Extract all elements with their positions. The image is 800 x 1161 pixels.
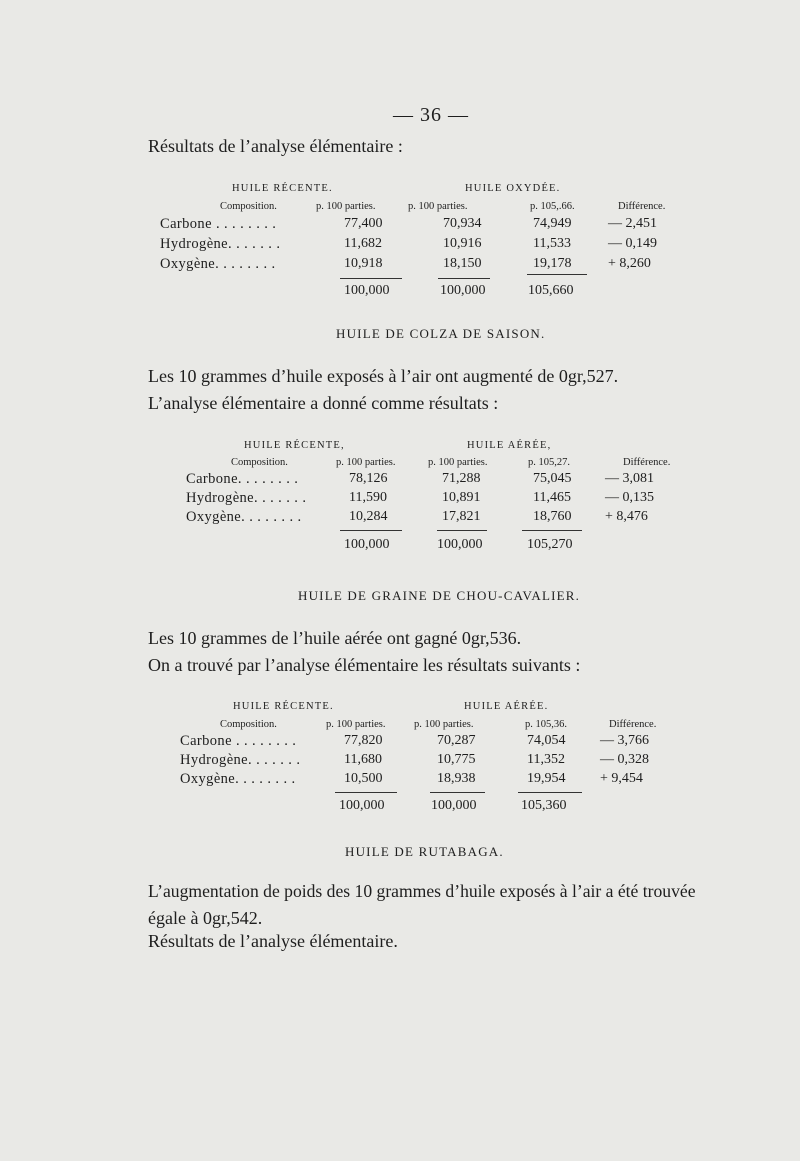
value-cell: 18,760 xyxy=(533,509,572,524)
column-header-2: p. 100 parties. xyxy=(408,201,468,212)
section-title: HUILE DE RUTABAGA. xyxy=(345,844,504,859)
total-cell: 100,000 xyxy=(437,537,483,552)
sum-rule xyxy=(522,530,582,531)
paragraph: Les 10 grammes de l’huile aérée ont gagné 0gr,536. xyxy=(148,628,522,648)
total-cell: 100,000 xyxy=(344,537,390,552)
total-cell: 100,000 xyxy=(344,283,390,298)
value-cell: 18,938 xyxy=(437,771,476,786)
value-cell: 10,775 xyxy=(437,752,476,767)
difference-cell: — 0,149 xyxy=(608,236,657,251)
paragraph: L’augmentation de poids des 10 grammes d’huile exposés à l’air a été trouvée xyxy=(148,881,696,901)
total-cell: 105,660 xyxy=(528,283,574,298)
group-label-left: HUILE RÉCENTE, xyxy=(244,440,345,451)
column-header-difference: Différence. xyxy=(623,457,671,468)
value-cell: 11,590 xyxy=(349,490,387,505)
row-label: Hydrogène. . . . . . . xyxy=(180,752,301,768)
paragraph: On a trouvé par l’analyse élémentaire les résultats suivants : xyxy=(148,655,581,675)
value-cell: 10,284 xyxy=(349,509,388,524)
value-cell: 77,820 xyxy=(344,733,383,748)
value-cell: 17,821 xyxy=(442,509,481,524)
row-label: Carbone. . . . . . . . xyxy=(186,471,299,487)
column-header-3: p. 105,27. xyxy=(528,457,570,468)
total-cell: 105,360 xyxy=(521,798,567,813)
difference-cell: — 0,135 xyxy=(605,490,654,505)
sum-rule xyxy=(518,792,582,793)
sum-rule xyxy=(437,530,487,531)
value-cell: 10,500 xyxy=(344,771,383,786)
group-label-left: HUILE RÉCENTE. xyxy=(233,701,334,712)
difference-cell: — 2,451 xyxy=(608,216,657,231)
total-cell: 100,000 xyxy=(431,798,477,813)
difference-cell: + 9,454 xyxy=(600,771,643,786)
value-cell: 70,287 xyxy=(437,733,476,748)
sum-rule xyxy=(335,792,397,793)
column-header-3: p. 105,36. xyxy=(525,719,567,730)
paragraph: égale à 0gr,542. xyxy=(148,908,263,928)
value-cell: 74,949 xyxy=(533,216,572,231)
sum-rule xyxy=(527,274,587,275)
value-cell: 10,916 xyxy=(443,236,482,251)
row-label: Carbone . . . . . . . . xyxy=(160,216,277,232)
row-label: Oxygène. . . . . . . . xyxy=(180,771,296,787)
value-cell: 75,045 xyxy=(533,471,572,486)
value-cell: 11,352 xyxy=(527,752,565,767)
section-title: HUILE DE GRAINE DE CHOU-CAVALIER. xyxy=(298,588,581,603)
total-cell: 105,270 xyxy=(527,537,573,552)
intro-text: Résultats de l’analyse élémentaire : xyxy=(148,136,403,156)
column-header-2: p. 100 parties. xyxy=(414,719,474,730)
value-cell: 11,533 xyxy=(533,236,571,251)
column-header-2: p. 100 parties. xyxy=(428,457,488,468)
sum-rule xyxy=(430,792,485,793)
value-cell: 19,954 xyxy=(527,771,566,786)
value-cell: 78,126 xyxy=(349,471,388,486)
value-cell: 11,465 xyxy=(533,490,571,505)
difference-cell: + 8,476 xyxy=(605,509,648,524)
column-header-1: p. 100 parties. xyxy=(316,201,376,212)
value-cell: 19,178 xyxy=(533,256,572,271)
row-label: Oxygène. . . . . . . . xyxy=(186,509,302,525)
column-header-difference: Différence. xyxy=(609,719,657,730)
value-cell: 10,891 xyxy=(442,490,481,505)
page-number: — 36 — xyxy=(393,104,469,126)
column-header-composition: Composition. xyxy=(231,457,288,468)
value-cell: 11,680 xyxy=(344,752,382,767)
difference-cell: + 8,260 xyxy=(608,256,651,271)
value-cell: 71,288 xyxy=(442,471,481,486)
section-title: HUILE DE COLZA DE SAISON. xyxy=(336,326,546,341)
value-cell: 10,918 xyxy=(344,256,383,271)
row-label: Hydrogène. . . . . . . xyxy=(186,490,307,506)
value-cell: 18,150 xyxy=(443,256,482,271)
sum-rule xyxy=(438,278,490,279)
row-label: Oxygène. . . . . . . . xyxy=(160,256,276,272)
row-label: Hydrogène. . . . . . . xyxy=(160,236,281,252)
value-cell: 70,934 xyxy=(443,216,482,231)
sum-rule xyxy=(340,530,402,531)
column-header-3: p. 105,.66. xyxy=(530,201,575,212)
value-cell: 77,400 xyxy=(344,216,383,231)
difference-cell: — 0,328 xyxy=(600,752,649,767)
column-header-composition: Composition. xyxy=(220,201,277,212)
row-label: Carbone . . . . . . . . xyxy=(180,733,297,749)
group-label-right: HUILE AÉRÉE, xyxy=(467,440,552,451)
column-header-1: p. 100 parties. xyxy=(336,457,396,468)
paragraph: Les 10 grammes d’huile exposés à l’air ont augmenté de 0gr,527. xyxy=(148,366,619,386)
value-cell: 11,682 xyxy=(344,236,382,251)
group-label-left: HUILE RÉCENTE. xyxy=(232,183,333,194)
paragraph: L’analyse élémentaire a donné comme résultats : xyxy=(148,393,499,413)
difference-cell: — 3,081 xyxy=(605,471,654,486)
value-cell: 74,054 xyxy=(527,733,566,748)
column-header-difference: Différence. xyxy=(618,201,666,212)
sum-rule xyxy=(340,278,402,279)
column-header-1: p. 100 parties. xyxy=(326,719,386,730)
group-label-right: HUILE AÉRÉE. xyxy=(464,701,549,712)
column-header-composition: Composition. xyxy=(220,719,277,730)
difference-cell: — 3,766 xyxy=(600,733,649,748)
group-label-right: HUILE OXYDÉE. xyxy=(465,183,561,194)
paragraph: Résultats de l’analyse élémentaire. xyxy=(148,931,398,951)
total-cell: 100,000 xyxy=(339,798,385,813)
total-cell: 100,000 xyxy=(440,283,486,298)
